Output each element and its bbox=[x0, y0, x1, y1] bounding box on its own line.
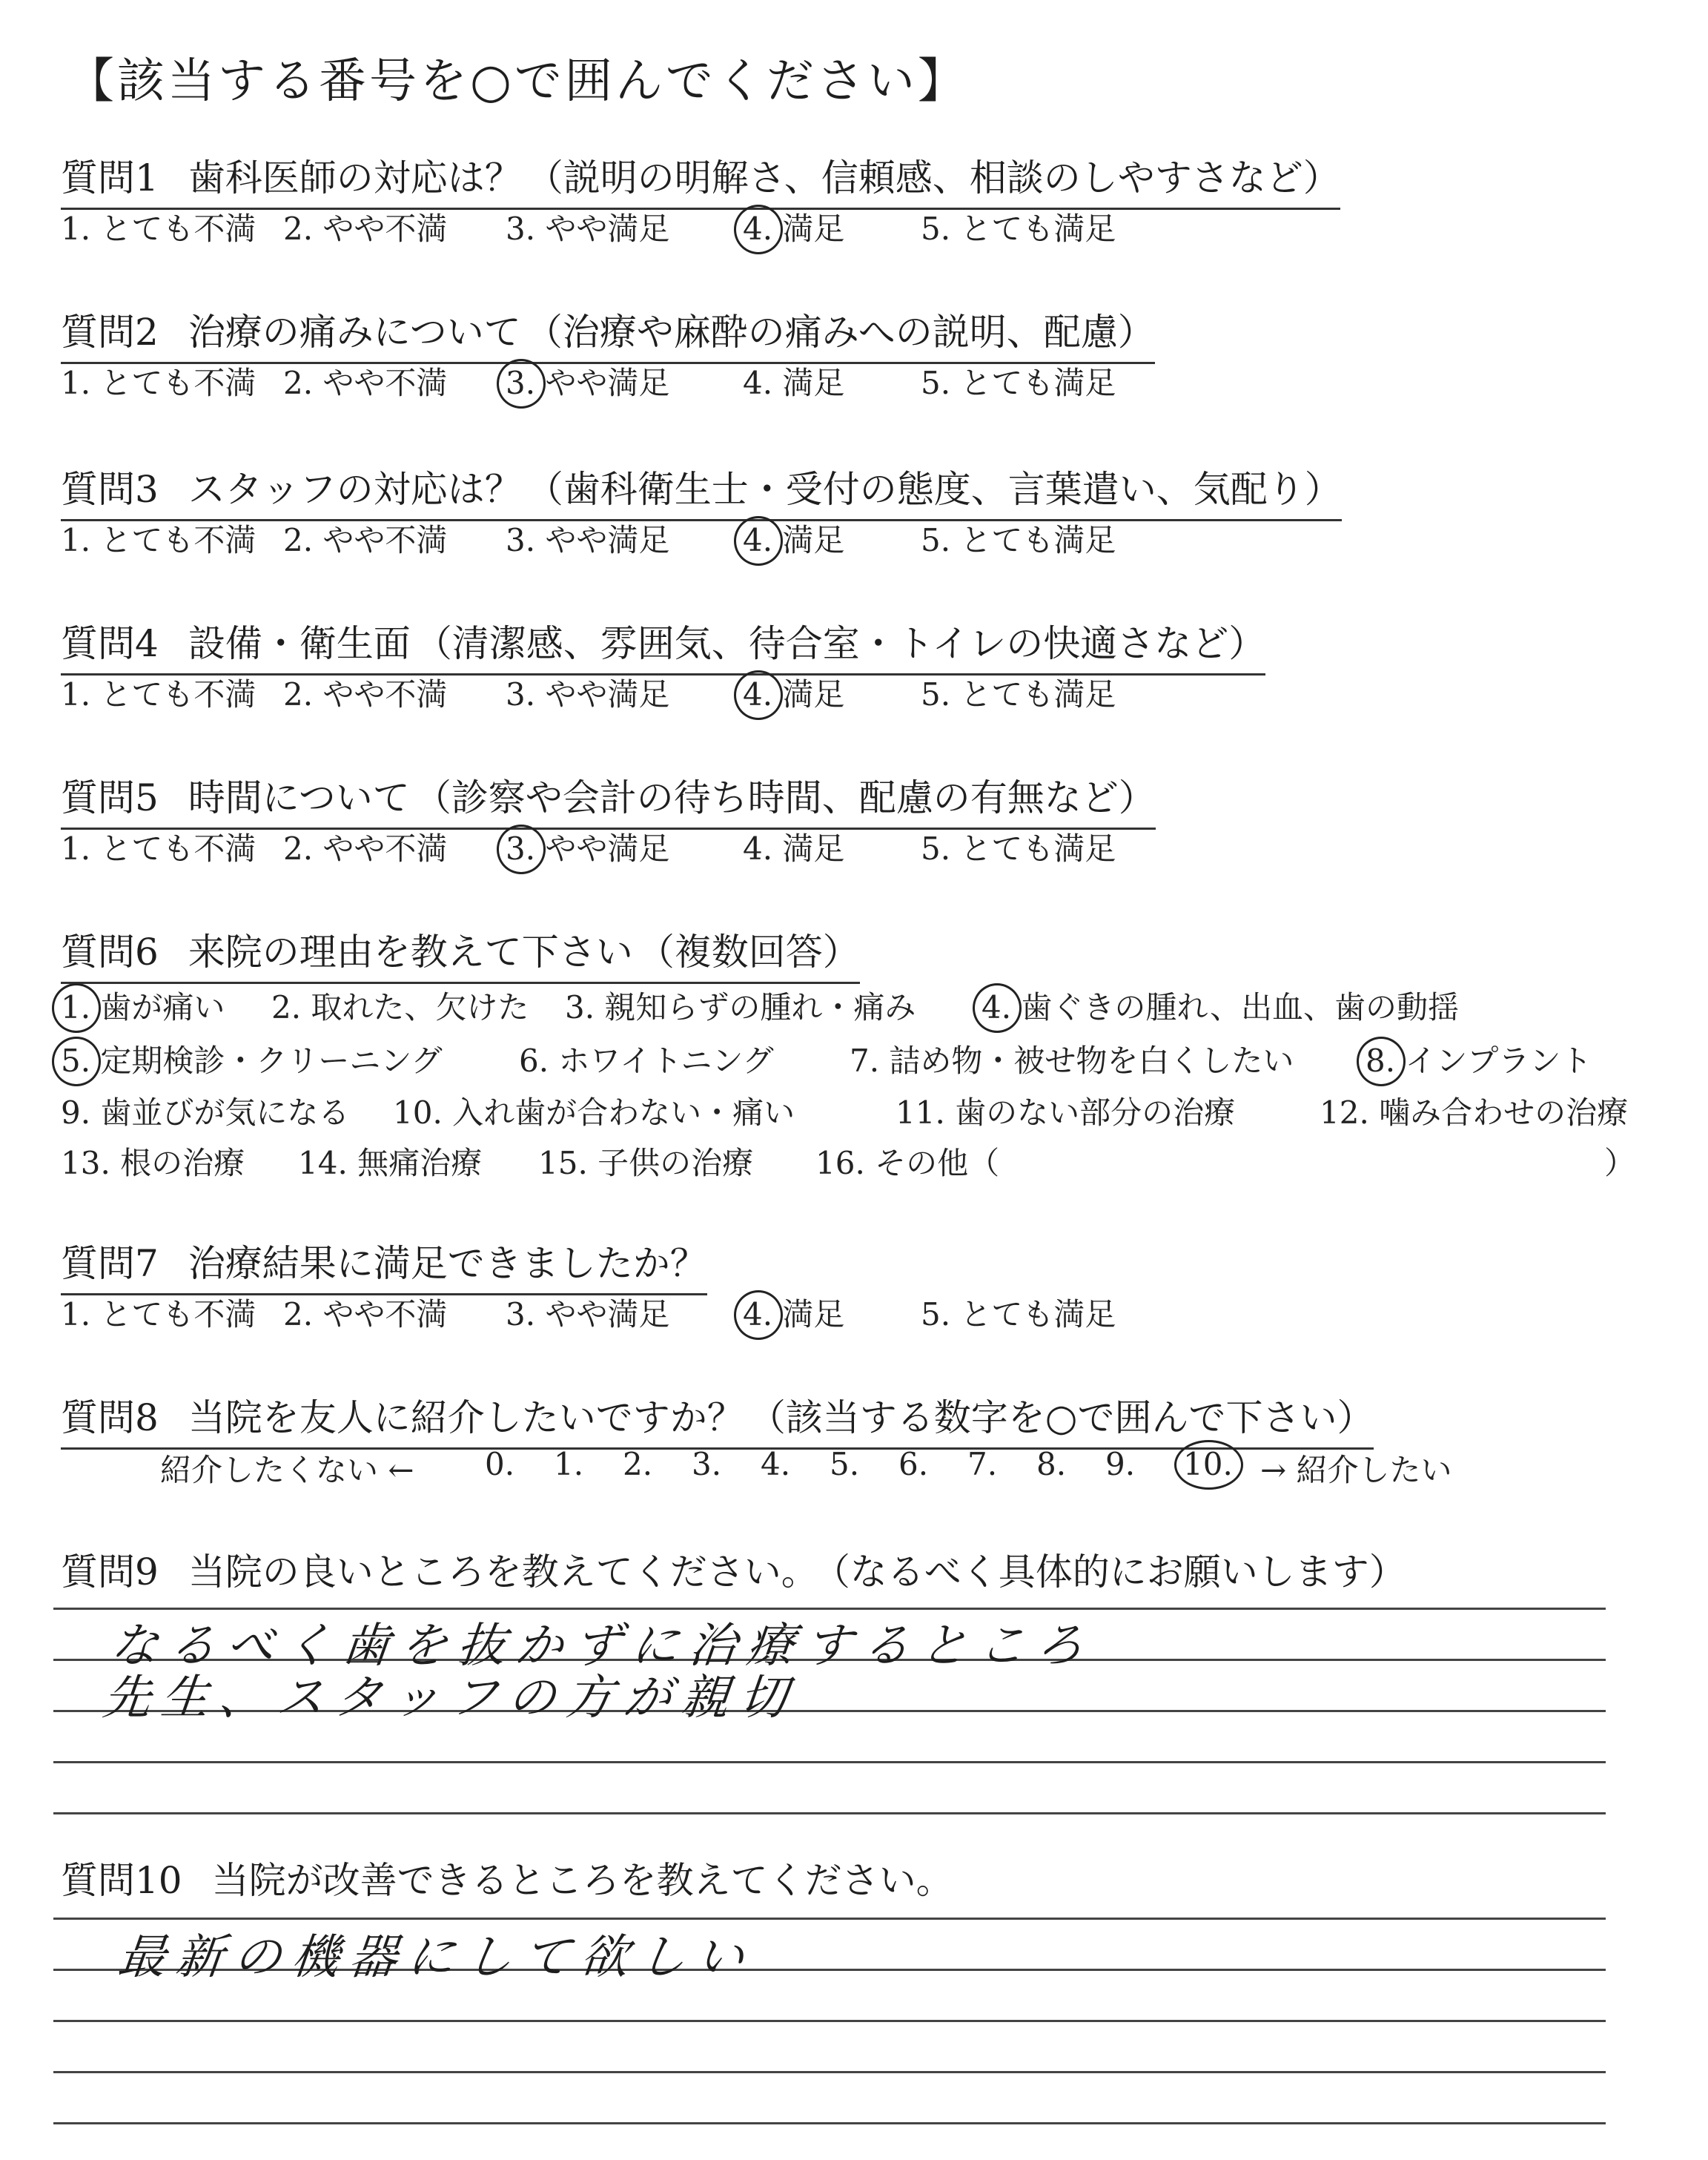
scale-option[interactable]: 2. bbox=[623, 1446, 653, 1482]
scale-option[interactable]: 1. bbox=[554, 1446, 584, 1482]
reason-option[interactable]: 9. 歯並びが気になる bbox=[61, 1094, 350, 1131]
question-5 bbox=[61, 768, 1156, 830]
option-1[interactable]: 1. とても不満 bbox=[61, 211, 256, 247]
scale-option[interactable]: 9. bbox=[1105, 1446, 1136, 1482]
scale-option[interactable]: 7. bbox=[967, 1446, 998, 1482]
reason-option[interactable]: 7. 詰め物・被せ物を白くしたい bbox=[850, 1043, 1294, 1079]
question-note: （清潔感、雰囲気、待合室・トイレの快適さなど） bbox=[414, 622, 1266, 665]
selection-circle bbox=[973, 983, 1022, 1033]
question-number: 質問9 bbox=[61, 1550, 159, 1593]
handwritten-answer: 最新の機器にして欲しい bbox=[115, 1930, 758, 1985]
selection-circle bbox=[52, 1037, 101, 1086]
question-10 bbox=[61, 1851, 953, 1904]
question-note: （歯科衛生士・受付の態度、言葉遣い、気配り） bbox=[526, 468, 1342, 511]
question-4 bbox=[61, 614, 1265, 676]
reason-option[interactable]: 15. 子供の治療 bbox=[538, 1145, 754, 1181]
question-text: 当院の良いところを教えてください。 bbox=[188, 1550, 818, 1593]
question-text: 設備・衛生面 bbox=[188, 622, 411, 665]
selection-circle bbox=[1174, 1440, 1243, 1490]
option-2[interactable]: 2. やや不満 bbox=[283, 211, 448, 247]
question-text: 当院を友人に紹介したいですか？ bbox=[188, 1396, 744, 1439]
scale-option[interactable]: 0. bbox=[485, 1446, 515, 1482]
question-text: 当院が改善できるところを教えてください。 bbox=[211, 1859, 953, 1902]
option-1[interactable]: 1. とても不満 bbox=[61, 365, 256, 401]
reason-option[interactable]: 8. インプラント bbox=[1366, 1037, 1592, 1081]
option-4[interactable]: 4. 満足 bbox=[743, 365, 845, 401]
question-note: （なるべく具体的にお願いします） bbox=[831, 1550, 1406, 1593]
reason-option[interactable]: 6. ホワイトニング bbox=[519, 1043, 774, 1079]
option-1[interactable]: 1. とても不満 bbox=[61, 522, 256, 558]
question-number: 質問7 bbox=[61, 1242, 159, 1285]
option-1[interactable]: 1. とても不満 bbox=[61, 830, 256, 867]
option-2[interactable]: 2. やや不満 bbox=[283, 522, 448, 558]
option-4[interactable]: 4. 満足 bbox=[743, 670, 844, 715]
question-7 bbox=[61, 1234, 707, 1295]
question-number: 質問3 bbox=[61, 468, 159, 511]
question-number: 質問5 bbox=[61, 776, 159, 819]
scale-option[interactable]: 3. bbox=[692, 1446, 722, 1482]
question-note: （治療や麻酔の痛みへの説明、配慮） bbox=[525, 311, 1155, 354]
reason-option[interactable]: 12. 噛み合わせの治療 bbox=[1320, 1094, 1629, 1131]
scale-right-label: → 紹介したい bbox=[1260, 1452, 1452, 1488]
question-number: 質問4 bbox=[61, 622, 159, 665]
option-5[interactable]: 5. とても満足 bbox=[921, 522, 1116, 558]
option-4[interactable]: 4. 満足 bbox=[743, 1290, 844, 1335]
selection-circle bbox=[734, 205, 783, 254]
reason-option[interactable]: 3. 親知らずの腫れ・痛み bbox=[565, 989, 916, 1025]
reason-option[interactable]: 14. 無痛治療 bbox=[298, 1145, 483, 1181]
option-3[interactable]: 3. やや満足 bbox=[506, 359, 669, 403]
question-note: （該当する数字を○で囲んで下さい） bbox=[748, 1396, 1374, 1439]
question-text: 治療結果に満足できましたか？ bbox=[188, 1242, 707, 1285]
selection-circle bbox=[734, 1290, 783, 1340]
selection-circle bbox=[52, 983, 101, 1033]
option-5[interactable]: 5. とても満足 bbox=[921, 1296, 1116, 1332]
option-5[interactable]: 5. とても満足 bbox=[921, 365, 1116, 401]
question-3 bbox=[61, 460, 1342, 521]
selection-circle bbox=[497, 359, 546, 409]
question-text: 時間について bbox=[188, 776, 410, 819]
option-5[interactable]: 5. とても満足 bbox=[921, 676, 1116, 713]
question-number: 質問6 bbox=[61, 931, 159, 974]
selection-circle bbox=[734, 516, 783, 566]
option-3[interactable]: 3. やや満足 bbox=[506, 676, 670, 713]
selection-circle bbox=[734, 670, 783, 720]
option-3[interactable]: 3. やや満足 bbox=[506, 825, 669, 869]
reason-option[interactable]: 16. その他（ bbox=[815, 1145, 1000, 1181]
question-number: 質問2 bbox=[61, 311, 159, 354]
scale-option[interactable]: 4. bbox=[761, 1446, 791, 1482]
scale-left-label: 紹介したくない ← bbox=[160, 1452, 414, 1488]
reason-option[interactable]: 13. 根の治療 bbox=[61, 1145, 245, 1181]
question-note: （説明の明解さ、信頼感、相談のしやすさなど） bbox=[526, 156, 1340, 199]
question-number: 質問8 bbox=[61, 1396, 159, 1439]
selection-circle bbox=[1357, 1037, 1406, 1086]
question-9 bbox=[61, 1542, 1406, 1596]
option-3[interactable]: 3. やや満足 bbox=[506, 211, 670, 247]
question-2 bbox=[61, 303, 1155, 364]
question-text: スタッフの対応は？ bbox=[188, 468, 522, 511]
option-4[interactable]: 4. 満足 bbox=[743, 830, 845, 867]
handwritten-answer: なるべく歯を抜かずに治療するところ bbox=[107, 1619, 1097, 1674]
reason-option[interactable]: 4. 歯ぐきの腫れ、出血、歯の動揺 bbox=[982, 983, 1459, 1028]
option-5[interactable]: 5. とても満足 bbox=[921, 830, 1116, 867]
question-8 bbox=[61, 1388, 1374, 1450]
reason-option[interactable]: ） bbox=[1604, 1145, 1636, 1181]
option-2[interactable]: 2. やや不満 bbox=[283, 830, 448, 867]
scale-option[interactable]: 6. bbox=[898, 1446, 929, 1482]
answer-line bbox=[53, 2020, 1606, 2022]
question-1 bbox=[61, 148, 1340, 210]
question-text: 治療の痛みについて bbox=[188, 311, 521, 354]
option-2[interactable]: 2. やや不満 bbox=[283, 1296, 448, 1332]
option-5[interactable]: 5. とても満足 bbox=[921, 211, 1116, 247]
answer-line bbox=[53, 2122, 1606, 2124]
question-6 bbox=[61, 922, 860, 984]
question-note: （診察や会計の待ち時間、配慮の有無など） bbox=[414, 776, 1156, 819]
scale-option[interactable]: 8. bbox=[1036, 1446, 1067, 1482]
scale-option[interactable]: 5. bbox=[830, 1446, 860, 1482]
reason-option[interactable]: 5. 定期検診・クリーニング bbox=[61, 1037, 443, 1081]
question-text: 来院の理由を教えて下さい bbox=[188, 931, 633, 974]
reason-option[interactable]: 2. 取れた、欠けた bbox=[271, 989, 529, 1025]
page-title: 【該当する番号を○で囲んでください】 bbox=[67, 54, 968, 109]
answer-line bbox=[53, 1761, 1606, 1763]
answer-line bbox=[53, 1812, 1606, 1814]
option-2[interactable]: 2. やや不満 bbox=[283, 676, 448, 713]
selection-circle bbox=[497, 825, 546, 874]
answer-line bbox=[53, 2071, 1606, 2073]
reason-option[interactable]: 11. 歯のない部分の治療 bbox=[896, 1094, 1236, 1131]
question-text: 歯科医師の対応は？ bbox=[188, 156, 522, 199]
question-number: 質問1 bbox=[61, 156, 159, 199]
option-2[interactable]: 2. やや不満 bbox=[283, 365, 448, 401]
scale-option[interactable]: 10. bbox=[1183, 1446, 1233, 1482]
option-1[interactable]: 1. とても不満 bbox=[61, 1296, 256, 1332]
option-1[interactable]: 1. とても不満 bbox=[61, 676, 256, 713]
option-3[interactable]: 3. やや満足 bbox=[506, 522, 670, 558]
option-4[interactable]: 4. 満足 bbox=[743, 516, 844, 561]
option-4[interactable]: 4. 満足 bbox=[743, 205, 844, 249]
handwritten-answer: 先生、スタッフの方が親切 bbox=[100, 1671, 801, 1725]
question-note: （複数回答） bbox=[637, 931, 860, 974]
question-number: 質問10 bbox=[61, 1859, 182, 1902]
reason-option[interactable]: 10. 入れ歯が合わない・痛い bbox=[393, 1094, 795, 1131]
option-3[interactable]: 3. やや満足 bbox=[506, 1296, 670, 1332]
reason-option[interactable]: 1. 歯が痛い bbox=[61, 983, 225, 1028]
